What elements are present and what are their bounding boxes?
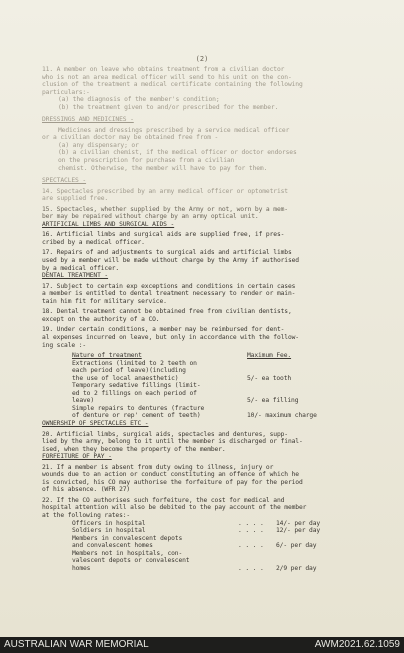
rate-category: [42, 535, 238, 550]
table-row: [42, 382, 388, 405]
fee-cell: [247, 382, 388, 405]
text-line: by a medical officer.: [42, 264, 120, 272]
text-line: of denture or rep' cement of teeth): [72, 412, 201, 420]
text-line: 20. Artificial limbs, surgical aids, spectacles and dentures, supp-: [42, 430, 288, 438]
text-line: homes: [72, 564, 91, 572]
paragraph-20: [42, 431, 388, 454]
text-line: ber may be repaired without charge by an army optical unit.: [42, 213, 259, 221]
text-line: clusion of the treatment a medical certificate containing the following: [42, 81, 303, 89]
rate-value-text: 6/- per day: [276, 542, 317, 550]
page-number: (2): [195, 55, 209, 63]
text-line: Simple repairs to dentures (fracture: [72, 404, 205, 412]
text-line: ed to 2 fillings on each period of: [72, 389, 197, 397]
fee-value: 10/- maximum charge: [247, 412, 317, 420]
text-line: Medicines and dressings prescribed by a service medical officer: [58, 126, 290, 134]
heading-ownership: OWNERSHIP OF SPECTACLES ETC -: [42, 419, 149, 427]
text-line: ised, when they become the property of the member.: [42, 445, 226, 453]
fee-value: 5/- ea tooth: [247, 374, 292, 382]
heading-dental: DENTAL TREATMENT -: [42, 272, 109, 280]
text-line: at the following rates:-: [42, 511, 131, 519]
leader-dots: [238, 550, 276, 573]
text-line: are supplied free.: [42, 195, 109, 203]
text-line: leave): [72, 397, 95, 405]
text-line: (a) the diagnosis of the member's condition;: [58, 96, 220, 104]
text-line: 15. Spectacles, whether supplied by the Army or not, worn by a mem-: [42, 205, 288, 213]
text-line: 18. Dental treatment cannot be obtained free from civilian dentists,: [42, 308, 292, 316]
treatment-cell: [42, 382, 247, 405]
text-line: except on the authority of a CO.: [42, 315, 160, 323]
text-line: who is not an area medical officer will send to his unit on the con-: [42, 73, 292, 81]
paragraph-17-repairs: [42, 249, 388, 272]
list-item: [42, 520, 388, 528]
leader-dots: . . . .: [238, 527, 264, 535]
text-line: 17. Subject to certain exp exceptions and conditions in certain cases: [42, 282, 296, 290]
text-line: (b) the treatment given to and/or prescribed for the member.: [58, 103, 279, 111]
paragraph-17-dental: [42, 283, 388, 306]
rate-category: [42, 550, 238, 573]
text-line: 19. Under certain conditions, a member may be reimbursed for dent-: [42, 326, 285, 334]
text-line: tain him fit for military service.: [42, 297, 167, 305]
rate-category: [42, 520, 238, 528]
paragraph-16: [42, 231, 388, 246]
text-line: cribed by a medical officer.: [42, 238, 145, 246]
text-line: 21. If a member is absent from duty owing to illness, injury or: [42, 463, 274, 471]
treatment-cell: [42, 405, 247, 420]
text-line: or a civilian doctor may be obtained free from -: [42, 134, 219, 142]
heading-dressings: DRESSINGS AND MEDICINES -: [42, 116, 134, 124]
text-line: al expenses incurred on leave, but only in accordance with the follow-: [42, 333, 299, 341]
text-line: Members not in hospitals, con-: [72, 549, 183, 557]
fee-cell: [247, 360, 388, 383]
text-line: 11. A member on leave who obtains treatment from a civilian doctor: [42, 66, 285, 73]
table-header-row: [42, 352, 388, 360]
leader-dots: . . . .: [238, 519, 264, 527]
paragraph-11: [42, 66, 388, 111]
rate-value: 12/- per day: [276, 527, 321, 535]
paragraph-12: [42, 127, 388, 172]
text-line: lied by the army, belong to it until the member is discharged or final-: [42, 438, 303, 446]
rate-value: [276, 550, 388, 573]
leader-dots-text: . . . .: [238, 564, 264, 572]
accession-number: AWM2021.62.1059: [314, 639, 400, 650]
text-line: Temporary sedative fillings (limit-: [72, 382, 201, 390]
rate-value: [276, 535, 388, 550]
list-item: [42, 527, 388, 535]
text-line: of his absence. (WFR 27): [42, 486, 131, 494]
text-line: Officers in hospital: [72, 519, 146, 527]
table-row: [42, 405, 388, 420]
dental-fee-table: [42, 352, 388, 420]
rate-value: 14/- per day: [276, 519, 321, 527]
caption-bar: [0, 637, 404, 653]
text-line: used by a member will be made without charge by the Army if authorised: [42, 257, 299, 265]
leader-dots: [238, 535, 276, 550]
text-line: is convicted, his CO may authorise the forfeiture of pay for the period: [42, 478, 303, 486]
rate-category: [42, 527, 238, 535]
list-item: [42, 535, 388, 550]
paragraph-15: [42, 206, 388, 221]
text-line: chemist. Otherwise, the member will have to pay for them.: [58, 164, 268, 172]
text-line: Extractions (limited to 2 teeth on: [72, 359, 197, 367]
text-line: 16. Artificial limbs and surgical aids are supplied free, if pres-: [42, 231, 285, 239]
text-line: a member is entitled to dental treatment necessary to render or main-: [42, 290, 296, 298]
text-line: the use of local anaesthetic): [72, 374, 179, 382]
document-body: [42, 66, 388, 572]
text-line: Members in convalescent depots: [72, 534, 183, 542]
text-line: Soldiers in hospital: [72, 527, 146, 535]
text-line: (b) a civilian chemist, if the medical officer or doctor endorses: [58, 149, 297, 157]
fee-cell: [247, 405, 388, 420]
text-line: hospital attention will also be debited to the pay account of the member: [42, 504, 307, 512]
text-line: on the prescription for purchase from a civilian: [58, 157, 235, 165]
text-line: wounds due to an action or conduct constituting an offence of which he: [42, 471, 299, 479]
heading-forfeiture: FORFEITURE OF PAY -: [42, 453, 112, 461]
text-line: and convalescent homes: [72, 542, 153, 550]
leader-dots-text: . . . .: [238, 542, 264, 550]
paragraph-22: [42, 497, 388, 520]
paragraph-14: [42, 188, 388, 203]
pay-rates-list: [42, 520, 388, 573]
list-item: [42, 550, 388, 573]
institution-caption: AUSTRALIAN WAR MEMORIAL: [4, 639, 149, 650]
text-line: 22. If the CO authorises such forfeiture, the cost for medical and: [42, 496, 285, 504]
text-line: ing scale :-: [42, 341, 87, 349]
rate-value-text: 2/9 per day: [276, 564, 317, 572]
table-row: [42, 360, 388, 383]
text-line: valescent depots or convalescent: [72, 557, 190, 565]
text-line: (a) any dispensary; or: [58, 141, 139, 149]
table-header-fee: Maximum Fee.: [247, 352, 292, 360]
text-line: 17. Repairs of and adjustments to surgical aids and artificial limbs: [42, 249, 292, 257]
text-line: particulars:-: [42, 88, 90, 96]
treatment-cell: [42, 360, 247, 383]
text-line: each period of leave)(including: [72, 367, 186, 375]
paragraph-18: [42, 308, 388, 323]
table-header-treatment: Nature of treatment: [72, 352, 142, 360]
paragraph-19: [42, 326, 388, 349]
fee-value: 5/- ea filling: [247, 397, 299, 405]
text-line: 14. Spectacles prescribed by an army medical officer or optometrist: [42, 187, 288, 195]
paragraph-21: [42, 464, 388, 494]
heading-limbs: ARTIFICIAL LIMBS AND SURGICAL AIDS -: [42, 220, 175, 228]
heading-spectacles: SPECTACLES -: [42, 177, 87, 185]
